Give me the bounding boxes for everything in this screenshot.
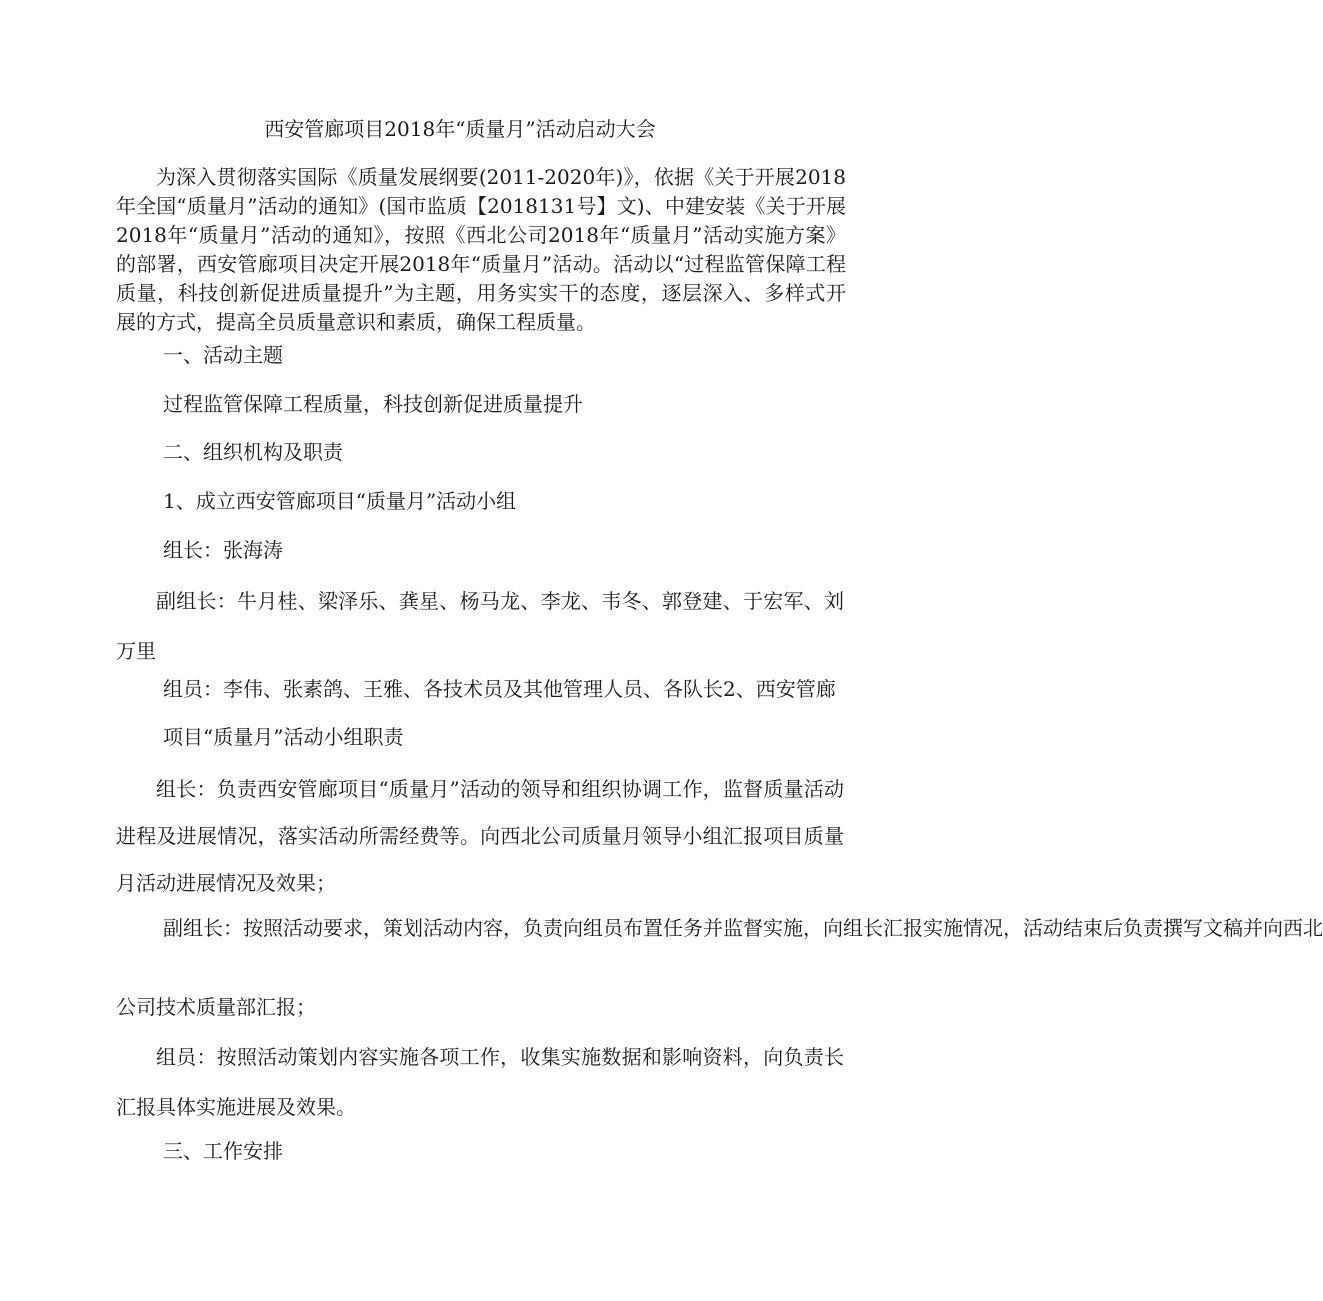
section-heading-organization: 二、组织机构及职责 [163, 440, 343, 464]
subsection-heading-team: 1、成立西安管廊项目“质量月”活动小组 [163, 489, 517, 513]
members-line: 组员：李伟、张素鸽、王雅、各技术员及其他管理人员、各队长2、西安管廊 [163, 677, 836, 701]
document-title: 西安管廊项目2018年“质量月”活动启动大会 [264, 117, 656, 141]
activity-theme-text: 过程监管保障工程质量，科技创新促进质量提升 [163, 392, 583, 416]
leader-duty-paragraph: 组长：负责西安管廊项目“质量月”活动的领导和组织协调工作，监督质量活动进程及进展情况，落实活动所需经费等。向西北公司质量月领导小组汇报项目质量月活动进展情况及效果； [116, 777, 844, 895]
deputy-leaders-paragraph: 副组长：牛月桂、梁泽乐、龚星、杨马龙、李龙、韦冬、郭登建、于宏军、刘万里 [116, 589, 844, 663]
section-heading-work-arrangement: 三、工作安排 [163, 1139, 283, 1163]
leader-line: 组长：张海涛 [163, 538, 283, 562]
deputy-duty-line: 副组长：按照活动要求，策划活动内容，负责向组员布置任务并监督实施，向组长汇报实施情况，活动结束后负责撰写文稿并向西北 [163, 916, 1323, 940]
member-duty-paragraph: 组员：按照活动策划内容实施各项工作，收集实施数据和影响资料，向负责长汇报具体实施进展及效果。 [116, 1045, 844, 1119]
intro-paragraph: 为深入贯彻落实国际《质量发展纲要(2011-2020年)》，依据《关于开展2018年全国“质量月”活动的通知》(国市监质【2018131号】文)、中建安装《关于开展2018年“质量月”活动的通知》，按照《西北公司2018年“质量月”活动实施方案》的部署，西安管廊项目决定开展2018年“质量月”活动。活动以“过程监管保障工程质量，科技创新促进质量提升”为主题，用务实实干的态度，逐层深入、多样式开展的方式，提高全员质量意识和素质，确保工程质量。 [116, 165, 846, 334]
section-heading-activity-theme: 一、活动主题 [163, 343, 283, 367]
deputy-duty-continuation: 公司技术质量部汇报； [116, 995, 316, 1019]
team-duties-heading: 项目“质量月”活动小组职责 [163, 725, 404, 749]
